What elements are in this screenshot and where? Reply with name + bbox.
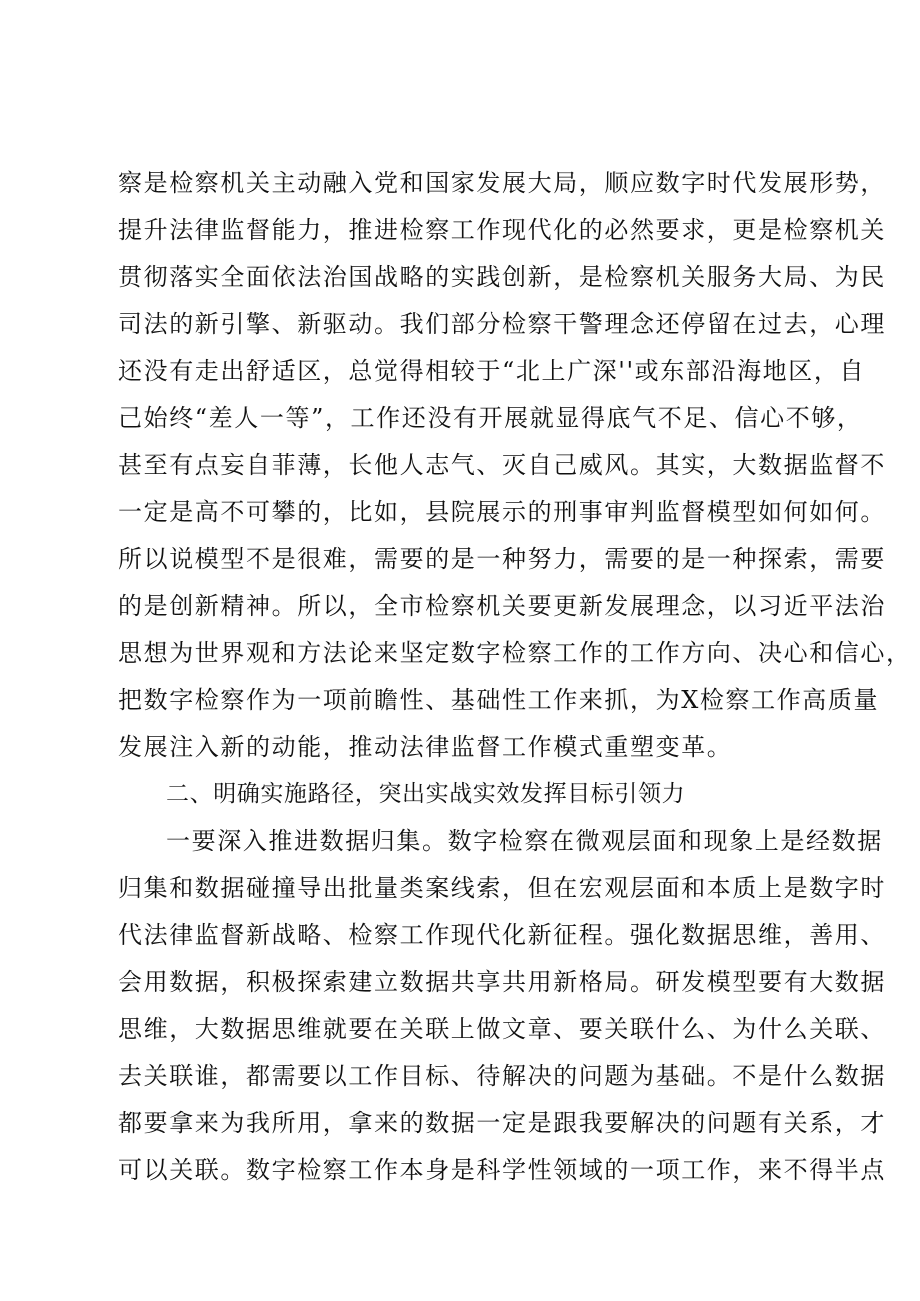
- body-text-line: 都要拿来为我所用，拿来的数据一定是跟我要解决的问题有关系，才: [118, 1109, 886, 1137]
- section-heading: 二、明确实施路径，突出实战实效发挥目标引领力: [166, 781, 686, 807]
- body-text-line: 察是检察机关主动融入党和国家发展大局，顺应数字时代发展形势，: [118, 169, 886, 197]
- body-text-line: 思维，大数据思维就要在关联上做文章、要关联什么、为什么关联、: [118, 1015, 886, 1043]
- body-text-line: 提升法律监督能力，推进检察工作现代化的必然要求，更是检察机关: [118, 216, 886, 244]
- body-text-line: 的是创新精神。所以，全市检察机关要更新发展理念，以习近平法治: [118, 592, 886, 620]
- body-text-line: 去关联谁，都需要以工作目标、待解决的问题为基础。不是什么数据: [118, 1062, 886, 1090]
- body-text-line: 贯彻落实全面依法治国战略的实践创新，是检察机关服务大局、为民: [118, 263, 886, 291]
- body-text-line: 会用数据，积极探索建立数据共享共用新格局。研发模型要有大数据: [118, 968, 886, 996]
- body-text-line: 司法的新引擎、新驱动。我们部分检察干警理念还停留在过去，心理: [118, 310, 886, 338]
- body-text-line: 己始终“差人一等”，工作还没有开展就显得底气不足、信心不够，: [118, 404, 863, 432]
- body-text-line: 一要深入推进数据归集。数字检察在微观层面和现象上是经数据: [166, 827, 883, 855]
- body-text-line: 所以说模型不是很难，需要的是一种努力，需要的是一种探索，需要: [118, 545, 886, 573]
- body-text-line: 把数字检察作为一项前瞻性、基础性工作来抓，为X检察工作高质量: [118, 686, 880, 714]
- body-text-line: 还没有走出舒适区，总觉得相较于“北上广深''或东部沿海地区，自: [118, 357, 866, 385]
- body-text-line: 甚至有点妄自菲薄，长他人志气、灭自己威风。其实，大数据监督不: [118, 451, 886, 479]
- body-text-line: 一定是高不可攀的，比如，县院展示的刑事审判监督模型如何如何。: [118, 498, 886, 526]
- body-text-line: 归集和数据碰撞导出批量类案线索，但在宏观层面和本质上是数字时: [118, 874, 886, 902]
- body-text-line: 代法律监督新战略、检察工作现代化新征程。强化数据思维，善用、: [118, 921, 886, 949]
- body-text-line: 思想为世界观和方法论来坚定数字检察工作的工作方向、决心和信心，: [118, 639, 912, 667]
- body-text-line: 发展注入新的动能，推动法律监督工作模式重塑变革。: [118, 733, 733, 761]
- body-text-line: 可以关联。数字检察工作本身是科学性领域的一项工作，来不得半点: [118, 1156, 886, 1184]
